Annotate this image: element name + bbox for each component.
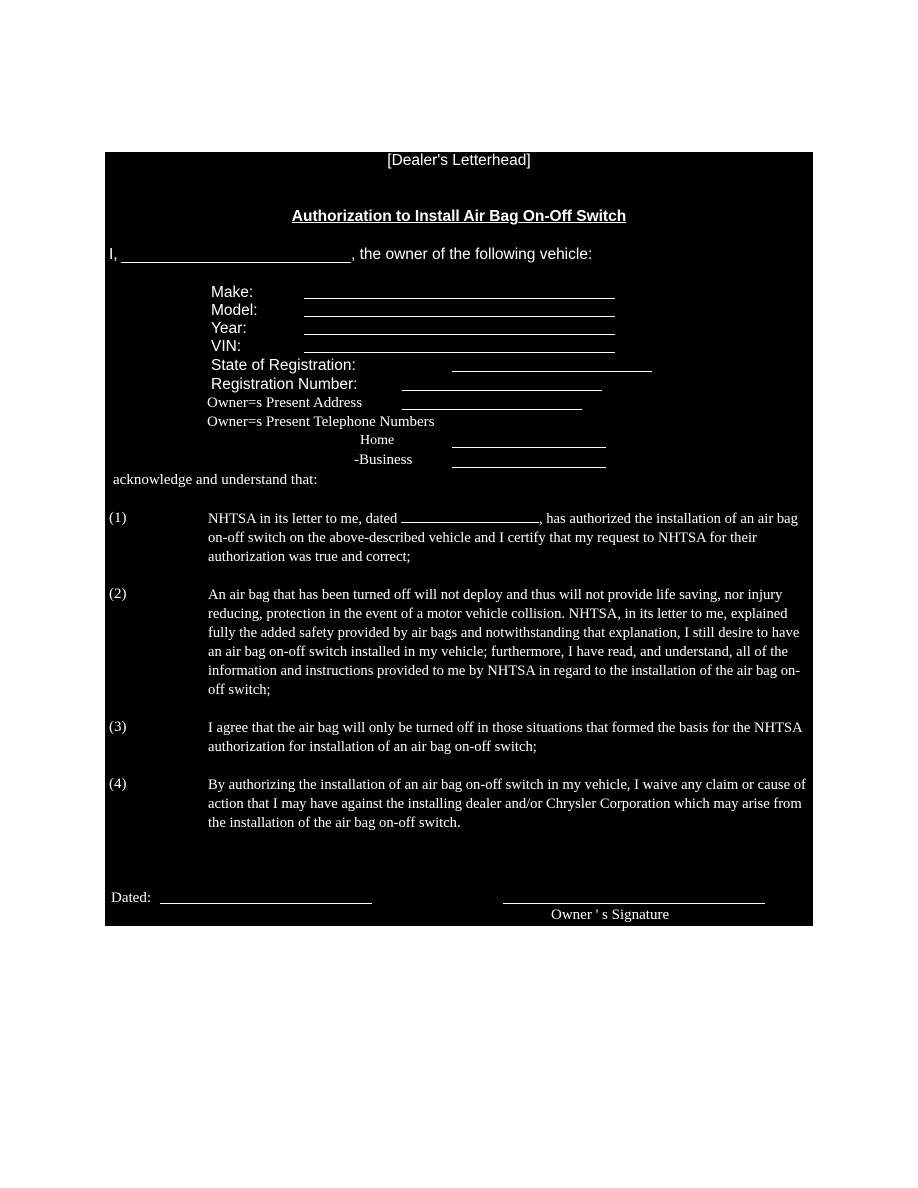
acknowledge-text: acknowledge and understand that: — [113, 472, 318, 488]
clause-1-text-start: NHTSA in its letter to me, dated — [208, 511, 398, 527]
year-label: Year: — [211, 320, 247, 337]
clause-number: (4) — [109, 776, 127, 792]
home-label: Home — [360, 433, 395, 448]
state-label: State of Registration: — [211, 357, 356, 374]
business-phone-blank[interactable] — [452, 467, 606, 468]
state-blank[interactable] — [452, 371, 652, 372]
phone-label: Owner=s Present Telephone Numbers — [207, 414, 435, 430]
year-blank[interactable] — [304, 334, 615, 335]
clause-number: (3) — [109, 719, 127, 735]
home-phone-blank[interactable] — [452, 447, 606, 448]
authorization-form — [105, 152, 813, 926]
owner-name-blank[interactable] — [121, 262, 351, 263]
vin-blank[interactable] — [304, 352, 615, 353]
clause-text: An air bag that has been turned off will not deploy and thus will not provide life saving, nor injury reducing, protection in the event of a motor vehicle collision. NHTSA, in its letter to me, explained fully the added safety provided by air bags and notwithstanding that explanation, I still desire to have an air bag on-off switch installed in my vehicle; furthermore, I have read, and understand, all of the information and instructions provided to me by NHTSA in regard to the installation of the air bag on-off switch; — [208, 587, 801, 698]
clause-text — [208, 510, 808, 567]
letterhead: [Dealer's Letterhead] — [387, 152, 531, 169]
model-blank[interactable] — [304, 316, 615, 317]
reg-number-blank[interactable] — [402, 390, 602, 391]
owner-intro-suffix: , the owner of the following vehicle: — [351, 246, 593, 263]
address-blank[interactable] — [402, 409, 582, 410]
vin-label: VIN: — [211, 338, 242, 355]
business-label: -Business — [354, 452, 413, 468]
clause-text: By authorizing the installation of an air bag on-off switch in my vehicle, I waive any claim or cause of action that I may have against the installing dealer and/or Chrysler Corporation which may arise from the installation of the air bag on-off switch. — [208, 777, 806, 831]
clause-text: I agree that the air bag will only be turned off in those situations that formed the basis for the NHTSA authorization for installation of an air bag on-off switch; — [208, 720, 802, 755]
clause-number: (2) — [109, 586, 127, 602]
form-title: Authorization to Install Air Bag On-Off Switch — [291, 208, 627, 225]
owner-intro-prefix: I, — [109, 246, 118, 263]
make-label: Make: — [211, 284, 254, 301]
clause-1-text-end: , has authorized the installation of an air bag on-off switch on the above-described vehicle and I certify that my request to NHTSA for their authorization was true and correct; — [208, 511, 798, 565]
dated-blank[interactable] — [160, 903, 372, 904]
signature-line[interactable] — [503, 903, 765, 904]
signature-label: Owner ' s Signature — [551, 907, 670, 923]
letter-date-blank[interactable] — [401, 510, 539, 523]
clause-number: (1) — [109, 510, 127, 526]
reg-number-label: Registration Number: — [211, 376, 358, 393]
dated-label: Dated: — [111, 890, 151, 906]
make-blank[interactable] — [304, 298, 615, 299]
address-label: Owner=s Present Address — [207, 395, 363, 411]
model-label: Model: — [211, 302, 258, 319]
